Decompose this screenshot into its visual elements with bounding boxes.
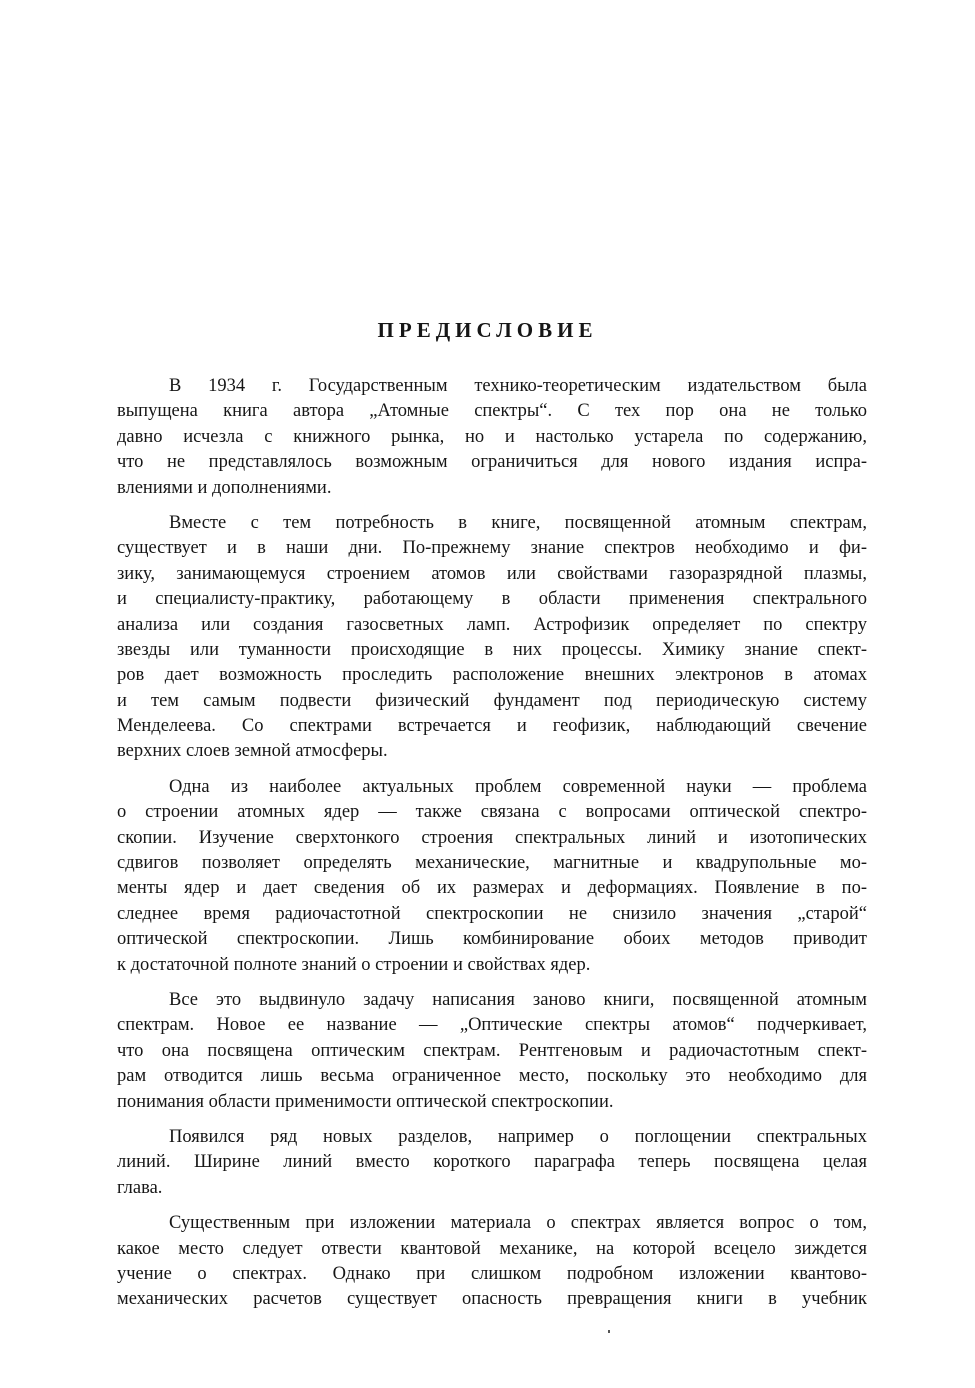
text-line: понимания области применимости оптической спектроскопии. (117, 1091, 614, 1112)
text-line: давно исчезла с книжного рынка, но и настолько устарела по содержанию, (117, 426, 867, 447)
text-line: влениями и дополнениями. (117, 477, 332, 498)
text-line: зику, занимающемуся строением атомов или свойствами газоразрядной плазмы, (117, 563, 867, 584)
text-line: учение о спектрах. Однако при слишком подробном изложении квантово- (117, 1263, 867, 1284)
paragraph (117, 988, 867, 1115)
text-line: линий. Ширине линий вместо короткого параграфа теперь посвящена целая (117, 1152, 867, 1173)
text-line: следнее время радиочастотной спектроскопии не снизило значения „старой“ (117, 903, 867, 924)
text-line: В 1934 г. Государственным технико-теоретическим издательством была (169, 376, 867, 396)
text-line: анализа или создания газосветных ламп. Астрофизик определяет по спектру (117, 614, 867, 635)
text-line: и тем самым подвести физический фундамент под периодическую систему (117, 690, 867, 711)
text-line: что она посвящена оптическим спектрам. Рентгеновым и радиочастотным спект- (117, 1040, 867, 1061)
text-line: к достаточной полноте знаний о строении и свойствах ядер. (117, 954, 591, 975)
text-line: сдвигов позволяет определять механические, магнитные и квадрупольные мо- (117, 853, 867, 874)
paragraph (117, 1125, 867, 1201)
text-line: выпущена книга автора „Атомные спектры“. С тех пор она не только (117, 401, 867, 422)
text-line: менты ядер и дает сведения об их размерах и деформациях. Появление в по- (117, 878, 867, 899)
paragraph (117, 511, 867, 765)
text-line: звезды или туманности происходящие в них процессы. Химику знание спект- (117, 639, 867, 660)
text-line: рам отводится лишь весьма ограниченное место, поскольку это необходимо для (117, 1066, 867, 1087)
text-line: существует и в наши дни. По-прежнему знание спектров необходимо и фи- (117, 538, 867, 559)
text-line: о строении атомных ядер — также связана с вопросами оптической спектро- (117, 802, 867, 823)
text-line: механических расчетов существует опасность превращения книги в учебник (117, 1289, 867, 1310)
text-line: скопии. Изучение сверхтонкого строения спектральных линий и изотопических (117, 827, 867, 848)
text-line: Вместе с тем потребность в книге, посвященной атомным спектрам, (169, 512, 867, 533)
text-line: Появился ряд новых разделов, например о поглощении спектральных (169, 1126, 867, 1147)
text-line: Менделеева. Со спектрами встречается и геофизик, наблюдающий свечение (117, 716, 867, 737)
text-line: ров дает возможность проследить расположение внешних электронов в атомах (117, 665, 867, 686)
paragraph (117, 1211, 867, 1313)
print-speck (608, 1330, 610, 1333)
text-line: верхних слоев земной атмосферы. (117, 741, 388, 762)
text-line: глава. (117, 1177, 163, 1198)
text-line: оптической спектроскопии. Лишь комбинирование обоих методов приводит (117, 929, 867, 950)
text-line: какое место следует отвести квантовой механике, на которой всецело зиждется (117, 1238, 867, 1259)
paragraph (117, 374, 867, 501)
text-line: что не представлялось возможным ограничиться для нового издания испра- (117, 452, 867, 473)
paragraph (117, 775, 867, 978)
text-line: Одна из наиболее актуальных проблем современной науки — проблема (169, 776, 867, 797)
text-line: спектрам. Новое ее название — „Оптические спектры атомов“ подчеркивает, (117, 1015, 867, 1036)
text-line: Существенным при изложении материала о спектрах является вопрос о том, (169, 1213, 867, 1234)
preface-body (117, 374, 867, 1323)
page-title: ПРЕДИСЛОВИЕ (377, 318, 598, 342)
text-line: Все это выдвинуло задачу написания заново книги, посвященной атомным (169, 989, 867, 1010)
text-line: и специалисту-практику, работающему в области применения спектрального (117, 589, 867, 610)
